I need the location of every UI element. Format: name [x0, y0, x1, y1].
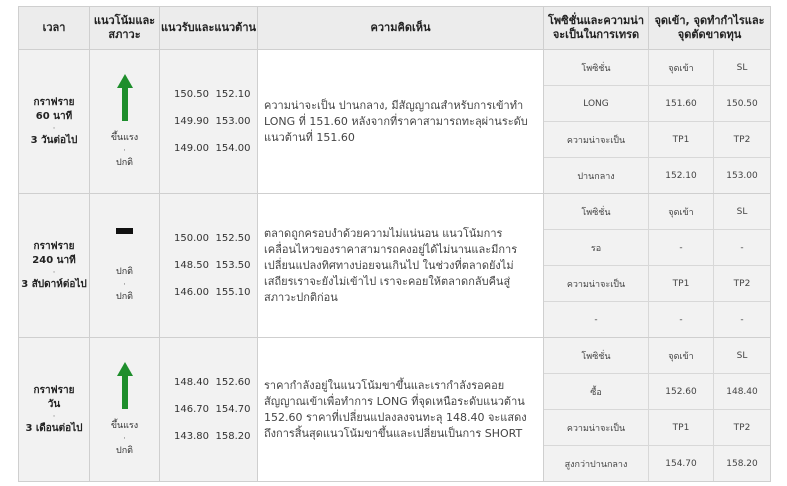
grid-row — [544, 50, 770, 86]
timeframe-cell — [19, 50, 90, 194]
trend-strength: ขึ้นแรง — [110, 420, 139, 431]
level-pair — [160, 404, 257, 415]
grid-cell: จุดเข้า — [649, 338, 714, 374]
level-pair — [160, 431, 257, 442]
separator-dot: · — [52, 267, 56, 278]
trend-strength: ปกติ — [115, 266, 133, 277]
grid-cell: ความน่าจะเป็น — [544, 410, 649, 446]
grid-cell: โพซิชั่น — [544, 194, 649, 230]
timeframe-label: กราฟราย — [33, 384, 75, 396]
grid-cell: 152.10 — [649, 158, 714, 194]
trend-separator: · — [123, 145, 126, 156]
support-level: 148.50 — [174, 260, 209, 271]
trend-separator: · — [123, 433, 126, 444]
grid-cell: TP2 — [714, 266, 771, 302]
level-pair — [160, 377, 257, 388]
header-row — [19, 7, 771, 50]
resistance-level: 155.10 — [215, 287, 251, 298]
grid-cell: - — [649, 302, 714, 338]
support-level: 143.80 — [174, 431, 209, 442]
trend-cell — [90, 338, 160, 482]
level-pair — [160, 233, 257, 244]
timeframe-horizon: 3 วันต่อไป — [30, 134, 78, 146]
grid-cell: SL — [714, 338, 771, 374]
grid-row — [544, 302, 770, 338]
grid-cell: - — [544, 302, 649, 338]
timeframe-period: 240 นาที — [32, 254, 76, 266]
forecast-table — [18, 6, 771, 482]
header-support-resistance: แนวรับและแนวต้าน — [160, 7, 258, 50]
grid-cell: 154.70 — [649, 446, 714, 482]
timeframe-period: วัน — [47, 398, 61, 410]
grid-cell: LONG — [544, 86, 649, 122]
grid-cell: สูงกว่าปานกลาง — [544, 446, 649, 482]
grid-row — [544, 266, 770, 302]
timeframe-cell — [19, 194, 90, 338]
grid-cell: 148.40 — [714, 374, 771, 410]
resistance-level: 153.00 — [215, 116, 251, 127]
position-grid — [544, 338, 770, 481]
grid-cell: TP2 — [714, 122, 771, 158]
support-level: 148.40 — [174, 377, 209, 388]
timeframe-label: กราฟราย — [33, 240, 75, 252]
grid-cell: TP1 — [649, 410, 714, 446]
grid-cell: โพซิชั่น — [544, 50, 649, 86]
grid-cell: ความน่าจะเป็น — [544, 122, 649, 158]
timeframe-horizon: 3 เดือนต่อไป — [25, 422, 83, 434]
comment-cell: ความน่าจะเป็น ปานกลาง, มีสัญญาณสำหรับการเข้าทำ LONG ที่ 151.60 หลังจากที่ราคาสามารถทะลุผ่านระดับแนวต้านที่ 151.60 — [258, 50, 544, 194]
flat-dash-icon — [116, 228, 133, 234]
arrow-up-icon — [118, 362, 132, 408]
timeframe-cell — [19, 338, 90, 482]
grid-cell: - — [649, 230, 714, 266]
resistance-level: 153.50 — [215, 260, 251, 271]
grid-cell: ปานกลาง — [544, 158, 649, 194]
grid-cell: 158.20 — [714, 446, 771, 482]
header-comment: ความคิดเห็น — [258, 7, 544, 50]
table-row — [19, 50, 771, 194]
table-row — [19, 194, 771, 338]
grid-cell: จุดเข้า — [649, 194, 714, 230]
trend-strength: ขึ้นแรง — [110, 132, 139, 143]
grid-cell: รอ — [544, 230, 649, 266]
forecast-table-container — [18, 6, 771, 482]
position-cell — [544, 50, 771, 194]
trend-state: ปกติ — [115, 157, 133, 168]
resistance-level: 154.00 — [215, 143, 251, 154]
comment-cell: ราคากำลังอยู่ในแนวโน้มขาขึ้นและเรากำลังรอคอยสัญญาณเข้าเพื่อทำการ LONG ที่จุดเหนือระดับแนวต้าน 152.60 ราคาที่เปลี่ยนแปลงลงจนทะลุ 148.40 จะแสดงถึงการสิ้นสุดแนวโน้มขาขึ้นและเปลี่ยนเป็นการ SHORT — [258, 338, 544, 482]
support-level: 146.70 — [174, 404, 209, 415]
trend-state: ปกติ — [115, 445, 133, 456]
support-level: 150.00 — [174, 233, 209, 244]
resistance-level: 152.50 — [215, 233, 251, 244]
grid-cell: ซื้อ — [544, 374, 649, 410]
trend-separator: · — [123, 279, 126, 290]
arrow-up-icon — [118, 74, 132, 120]
levels-cell — [160, 50, 258, 194]
grid-row — [544, 374, 770, 410]
level-pair — [160, 89, 257, 100]
grid-cell: 150.50 — [714, 86, 771, 122]
grid-row — [544, 338, 770, 374]
resistance-level: 152.10 — [215, 89, 251, 100]
table-row — [19, 338, 771, 482]
support-level: 149.00 — [174, 143, 209, 154]
separator-dot: · — [52, 411, 56, 422]
resistance-level: 152.60 — [215, 377, 251, 388]
header-time: เวลา — [19, 7, 90, 50]
grid-row — [544, 158, 770, 194]
grid-row — [544, 194, 770, 230]
grid-cell: ความน่าจะเป็น — [544, 266, 649, 302]
level-pair — [160, 143, 257, 154]
resistance-level: 158.20 — [215, 431, 251, 442]
grid-cell: TP1 — [649, 122, 714, 158]
trend-cell — [90, 50, 160, 194]
grid-cell: 152.60 — [649, 374, 714, 410]
position-cell — [544, 338, 771, 482]
separator-dot: · — [52, 123, 56, 134]
position-grid — [544, 194, 770, 337]
grid-cell: - — [714, 230, 771, 266]
timeframe-label: กราฟราย — [33, 96, 75, 108]
trend-state: ปกติ — [115, 291, 133, 302]
support-level: 146.00 — [174, 287, 209, 298]
levels-cell — [160, 338, 258, 482]
grid-cell: 153.00 — [714, 158, 771, 194]
support-level: 150.50 — [174, 89, 209, 100]
header-entry-levels: จุดเข้า, จุดทำกำไรและจุดตัดขาดทุน — [649, 7, 771, 50]
header-trend: แนวโน้มและสภาวะ — [90, 7, 160, 50]
resistance-level: 154.70 — [215, 404, 251, 415]
position-grid — [544, 50, 770, 193]
grid-cell: โพซิชั่น — [544, 338, 649, 374]
grid-cell: SL — [714, 50, 771, 86]
trend-cell — [90, 194, 160, 338]
header-position: โพซิชั่นและความน่าจะเป็นในการเทรด — [544, 7, 649, 50]
grid-cell: SL — [714, 194, 771, 230]
grid-row — [544, 86, 770, 122]
grid-row — [544, 446, 770, 482]
level-pair — [160, 287, 257, 298]
grid-cell: 151.60 — [649, 86, 714, 122]
level-pair — [160, 260, 257, 271]
grid-row — [544, 410, 770, 446]
support-level: 149.90 — [174, 116, 209, 127]
grid-cell: - — [714, 302, 771, 338]
comment-cell: ตลาดถูกครอบงำด้วยความไม่แน่นอน แนวโน้มการเคลื่อนไหวของราคาสามารถคงอยู่ได้ไม่นานและมีการเปลี่ยนแปลงทิศทางบ่อยจนเกินไป ในช่วงที่ตลาดยังไม่เสถียรเราจะยังไม่เข้าไป เราจะคอยให้ตลาดกลับคืนสู่สภาวะปกติก่อน — [258, 194, 544, 338]
grid-cell: TP2 — [714, 410, 771, 446]
timeframe-period: 60 นาที — [35, 110, 73, 122]
level-pair — [160, 116, 257, 127]
position-cell — [544, 194, 771, 338]
timeframe-horizon: 3 สัปดาห์ต่อไป — [21, 278, 87, 290]
levels-cell — [160, 194, 258, 338]
grid-cell: TP1 — [649, 266, 714, 302]
grid-row — [544, 230, 770, 266]
grid-cell: จุดเข้า — [649, 50, 714, 86]
grid-row — [544, 122, 770, 158]
